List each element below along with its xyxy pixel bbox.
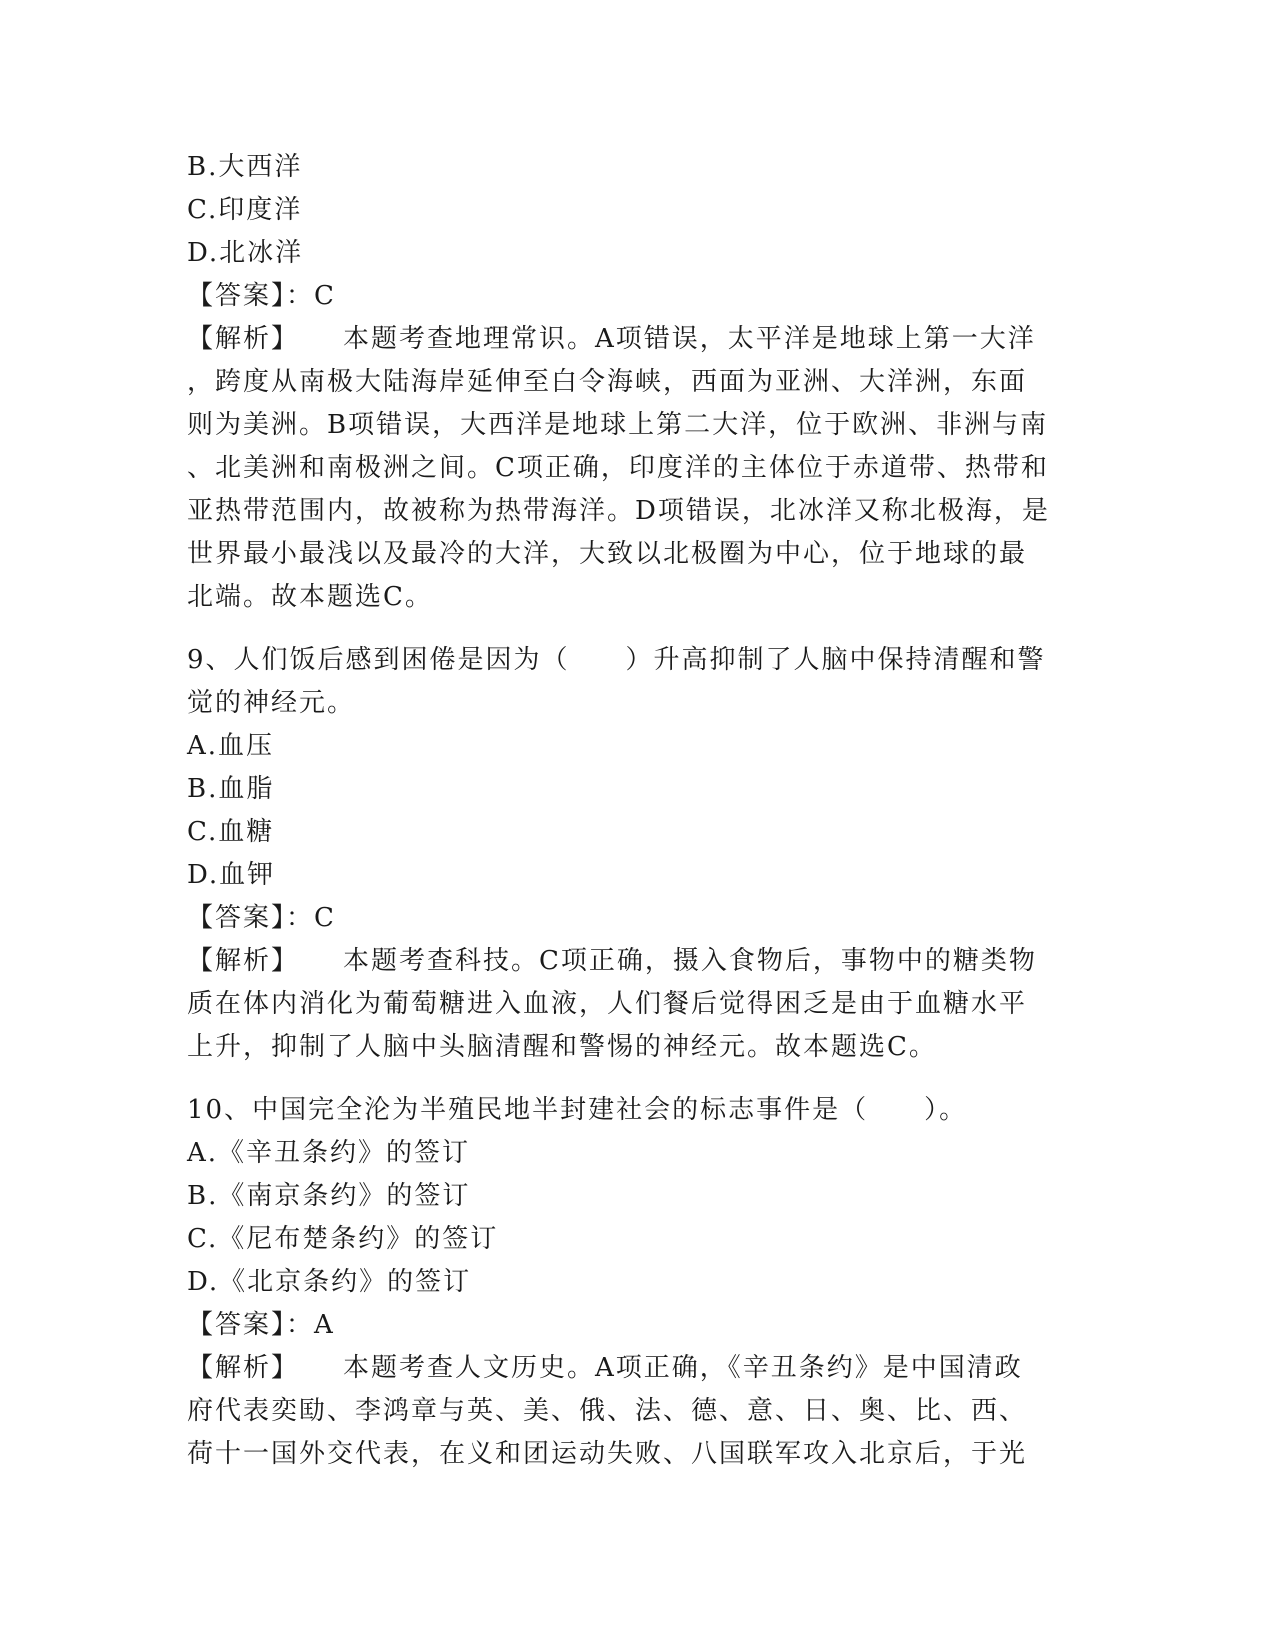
question-8 xyxy=(187,146,1087,619)
option-a: A.《辛丑条约》的签订 xyxy=(187,1138,471,1168)
analysis xyxy=(187,940,1087,1069)
answer-label: 【答案】 xyxy=(187,281,287,311)
analysis-line: 世界最小最浅以及最冷的大洋，大致以北极圈为中心，位于地球的最 xyxy=(187,539,1028,569)
analysis-line: 上升，抑制了人脑中头脑清醒和警惕的神经元。故本题选C。 xyxy=(187,1032,937,1062)
analysis-line: 北端。故本题选C。 xyxy=(187,582,433,612)
analysis-line: 【解析】 本题考查人文历史。A项正确，《辛丑条约》是中国清政 xyxy=(187,1353,1023,1383)
question-stem xyxy=(187,639,1087,725)
answer-line xyxy=(187,897,1087,940)
answer-value: C xyxy=(314,281,336,311)
analysis-line: 、北美洲和南极洲之间。C项正确，印度洋的主体位于赤道带、热带和 xyxy=(187,453,1049,483)
analysis-line: 亚热带范围内，故被称为热带海洋。D项错误，北冰洋又称北极海，是 xyxy=(187,496,1050,526)
analysis xyxy=(187,318,1087,619)
analysis-line: 府代表奕劻、李鸿章与英、美、俄、法、德、意、日、奥、比、西、 xyxy=(187,1396,1028,1426)
option-a: A.血压 xyxy=(187,731,275,761)
answer-line xyxy=(187,1304,1087,1347)
analysis-line: 质在体内消化为葡萄糖进入血液，人们餐后觉得困乏是由于血糖水平 xyxy=(187,989,1028,1019)
analysis-line: 【解析】 本题考查地理常识。A项错误，太平洋是地球上第一大洋 xyxy=(187,324,1036,354)
answer-separator: ： xyxy=(286,1310,315,1340)
option-c: C.血糖 xyxy=(187,817,275,847)
option-d: D.北冰洋 xyxy=(187,238,304,268)
option-b: B.《南京条约》的签订 xyxy=(187,1181,471,1211)
analysis-label: 【解析】 xyxy=(187,324,300,354)
answer-separator: ： xyxy=(286,281,315,311)
analysis-line: 【解析】 本题考查科技。C项正确，摄入食物后，事物中的糖类物 xyxy=(187,946,1037,976)
stem-line: 9、人们饭后感到困倦是因为（ ）升高抑制了人脑中保持清醒和警 xyxy=(187,645,1046,675)
answer-line xyxy=(187,275,1087,318)
analysis-label: 【解析】 xyxy=(187,1353,300,1383)
answer-label: 【答案】 xyxy=(187,1310,287,1340)
question-10 xyxy=(187,1089,1087,1476)
option-c: C.《尼布楚条约》的签订 xyxy=(187,1224,499,1254)
analysis-label: 【解析】 xyxy=(187,946,300,976)
option-d: D.《北京条约》的签订 xyxy=(187,1267,472,1297)
stem-line: 觉的神经元。 xyxy=(187,688,356,718)
stem-line: 10、中国完全沦为半殖民地半封建社会的标志事件是（ ）。 xyxy=(187,1095,968,1125)
answer-label: 【答案】 xyxy=(187,903,287,933)
analysis-line: 则为美洲。B项错误，大西洋是地球上第二大洋，位于欧洲、非洲与南 xyxy=(187,410,1049,440)
option-b: B.血脂 xyxy=(187,774,275,804)
answer-value: C xyxy=(314,903,336,933)
question-stem xyxy=(187,1089,1087,1132)
option-d: D.血钾 xyxy=(187,860,276,890)
question-9 xyxy=(187,639,1087,1069)
answer-separator: ： xyxy=(286,903,315,933)
option-c: C.印度洋 xyxy=(187,195,303,225)
analysis-line: ，跨度从南极大陆海岸延伸至白令海峡，西面为亚洲、大洋洲，东面 xyxy=(187,367,1028,397)
option-b: B.大西洋 xyxy=(187,152,303,182)
analysis-line: 荷十一国外交代表，在义和团运动失败、八国联军攻入北京后，于光 xyxy=(187,1439,1028,1469)
document-page xyxy=(187,146,1087,1476)
analysis xyxy=(187,1347,1087,1476)
answer-value: A xyxy=(314,1310,335,1340)
